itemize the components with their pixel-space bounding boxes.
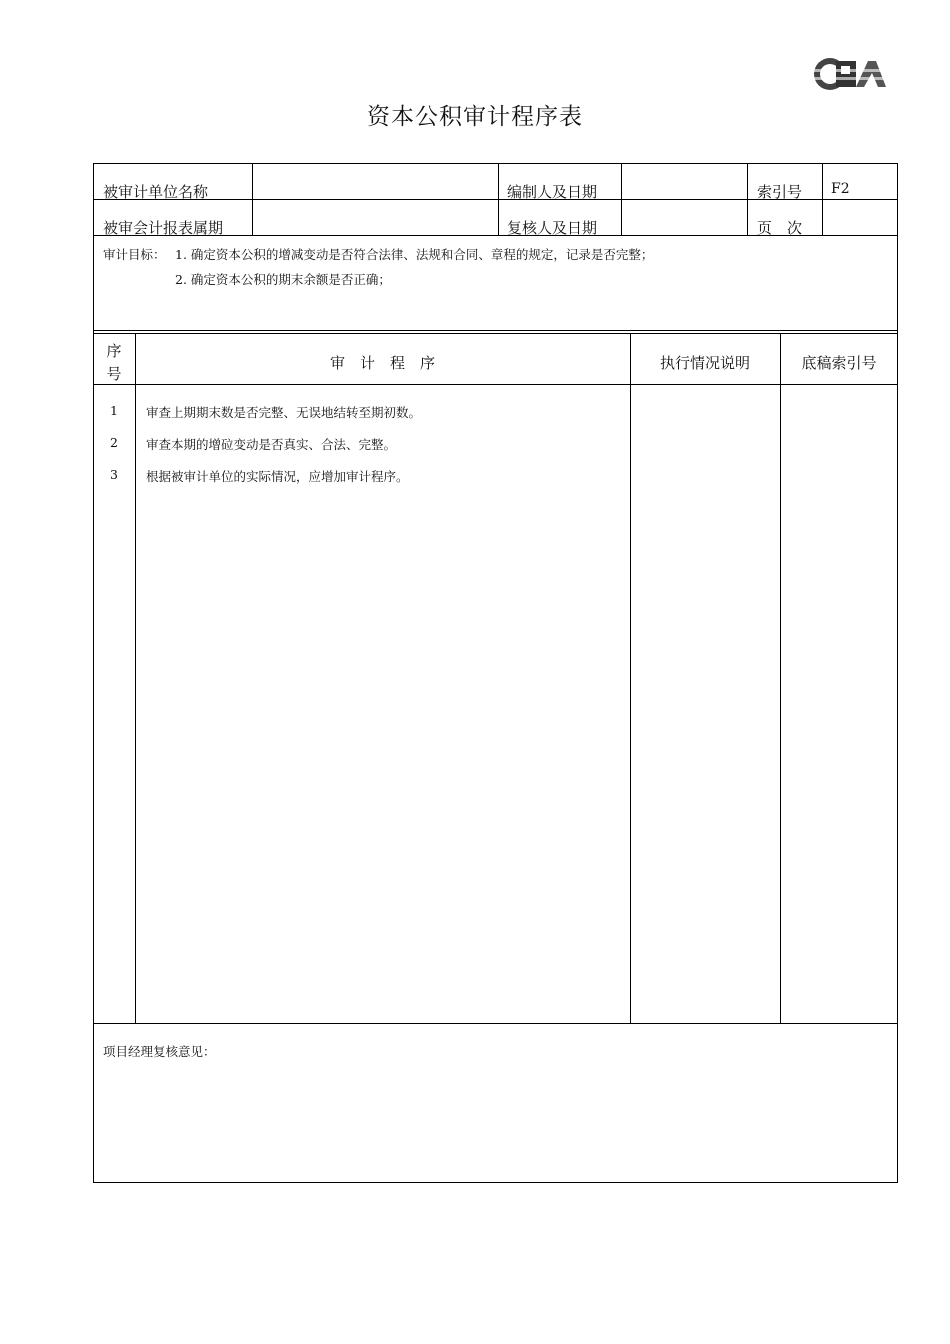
audit-objective-item: 1. 确定资本公积的增减变动是否符合法律、法规和合同、章程的规定，记录是否完整； <box>175 247 654 262</box>
column-header-workpaper-index: 底稿索引号 <box>801 354 877 372</box>
index-no-label: 索引号 <box>757 183 803 201</box>
procedure-item: 审查本期的增砬变动是否真实、合法、完整。 <box>146 437 397 452</box>
procedure-item: 根据被审计单位的实际情况，应增加审计程序。 <box>146 469 409 484</box>
page-no-label: 页 次 <box>757 219 803 237</box>
report-period-label: 被审会计报表属期 <box>103 219 224 237</box>
audit-objective-label: 审计目标： <box>103 247 166 262</box>
reviewer-date-label: 复核人及日期 <box>507 219 598 237</box>
row-number: 3 <box>110 467 118 482</box>
column-header-seq: 序 <box>106 342 122 360</box>
audit-objective-item: 2. 确定资本公积的期末余额是否正确； <box>175 272 391 287</box>
column-header-procedure: 审 计 程 序 <box>329 354 435 372</box>
procedure-item: 审查上期期末数是否完整、无误地结转至期初数。 <box>146 405 422 420</box>
row-number: 2 <box>110 435 118 450</box>
column-header-seq: 号 <box>106 365 122 383</box>
entity-name-label: 被审计单位名称 <box>103 183 209 201</box>
manager-review-label: 项目经理复核意见： <box>103 1044 216 1059</box>
audit-form-frame <box>93 163 898 1183</box>
row-number: 1 <box>110 403 118 418</box>
column-header-execution: 执行情况说明 <box>659 354 750 372</box>
preparer-date-label: 编制人及日期 <box>507 183 598 201</box>
index-no-value[interactable]: F2 <box>831 181 850 197</box>
page-title: 资本公积审计程序表 <box>367 104 583 130</box>
cpa-logo-icon <box>812 55 886 93</box>
